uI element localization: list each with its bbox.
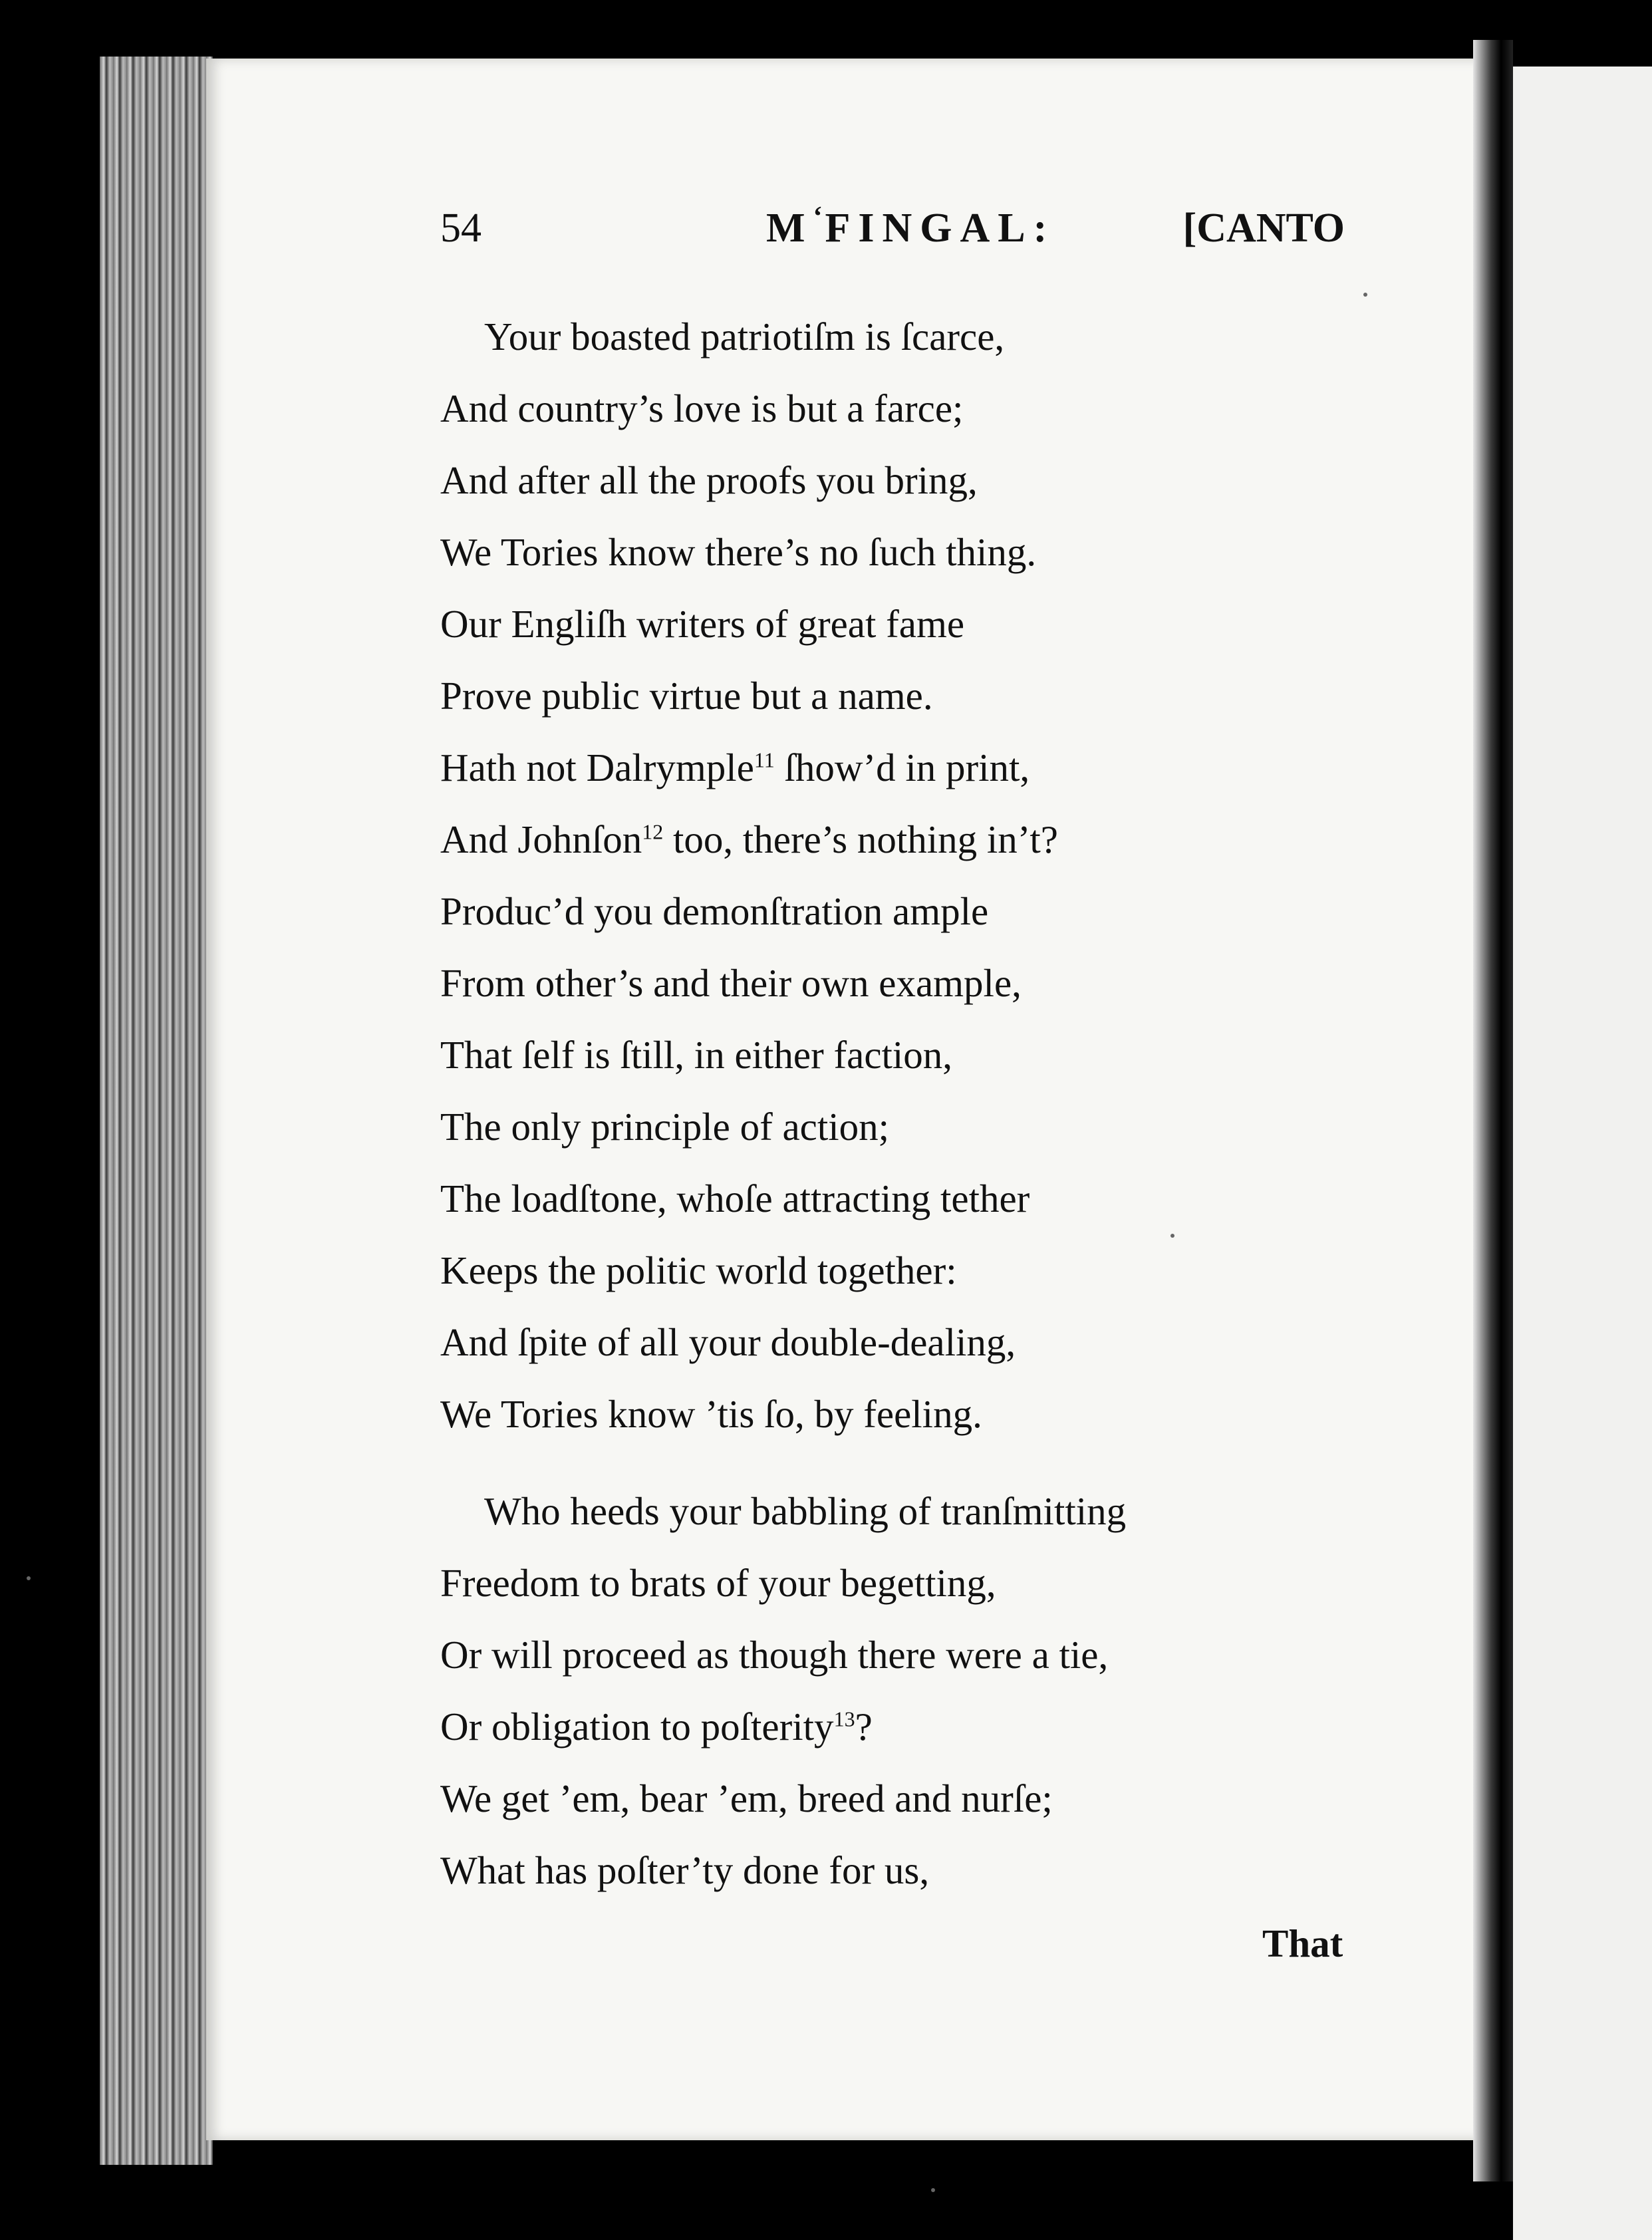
- book-gutter: [1473, 40, 1513, 2181]
- verse-line: Produc’d you demonſtration ample: [440, 889, 989, 933]
- verse-line: And after all the proofs you bring,: [440, 458, 978, 502]
- verse-line: The loadſtone, whoſe attracting tether: [440, 1177, 1030, 1220]
- verse-line: Freedom to brats of your begetting,: [440, 1561, 996, 1605]
- dust-speck: [931, 2188, 935, 2192]
- verse-line: We Tories know ’tis ſo, by feeling.: [440, 1392, 982, 1436]
- verse-line: We get ’em, bear ’em, breed and nurſe;: [440, 1776, 1053, 1820]
- verse-line: The only principle of action;: [440, 1105, 890, 1149]
- verse-line: That ſelf is ſtill, in either faction,: [440, 1033, 953, 1077]
- verse-line: Who heeds your babbling of tranſmitting: [484, 1489, 1127, 1533]
- verse-line: Our Engliſh writers of great fame: [440, 602, 965, 646]
- catchword: That: [1262, 1921, 1343, 1965]
- verse-line: Hath not Dalrymple$^{11}$ ſhow’d in print,: [440, 746, 1030, 789]
- verse-line: And country’s love is but a farce;: [440, 386, 964, 430]
- facing-page: [1513, 67, 1652, 2240]
- verse-line: Your boasted patriotiſm is ſcarce,: [484, 315, 1005, 358]
- verse-line: Prove public virtue but a name.: [440, 674, 933, 718]
- paper-speck: [1170, 1234, 1174, 1238]
- footnote-marker: 11: [754, 748, 775, 772]
- verse-line: Or will proceed as though there were a tie,: [440, 1633, 1109, 1677]
- dust-speck: [27, 1576, 31, 1580]
- verse-line: And Johnſon$^{12}$ too, there’s nothing in’t?: [440, 817, 1058, 861]
- footnote-marker: 12: [642, 819, 664, 844]
- section-marker: [CANTO: [1182, 206, 1345, 251]
- verse-line: Keeps the politic world together:: [440, 1248, 957, 1292]
- running-title: M‘FINGAL:: [766, 202, 1055, 251]
- page-number: 54: [440, 206, 482, 251]
- book-page-edges: [100, 57, 213, 2165]
- verse-line: We Tories know there’s no ſuch thing.: [440, 530, 1037, 574]
- verse-line: Or obligation to poſterity$^{13}$?: [440, 1705, 873, 1749]
- book-page: [206, 59, 1503, 2140]
- verse-line: And ſpite of all your double-dealing,: [440, 1320, 1016, 1364]
- page-header: [440, 200, 1345, 266]
- paper-speck: [1363, 293, 1367, 297]
- verse-line: What has poſter’ty done for us,: [440, 1848, 930, 1892]
- verse-line: From other’s and their own example,: [440, 961, 1022, 1005]
- footnote-marker: 13: [833, 1707, 855, 1731]
